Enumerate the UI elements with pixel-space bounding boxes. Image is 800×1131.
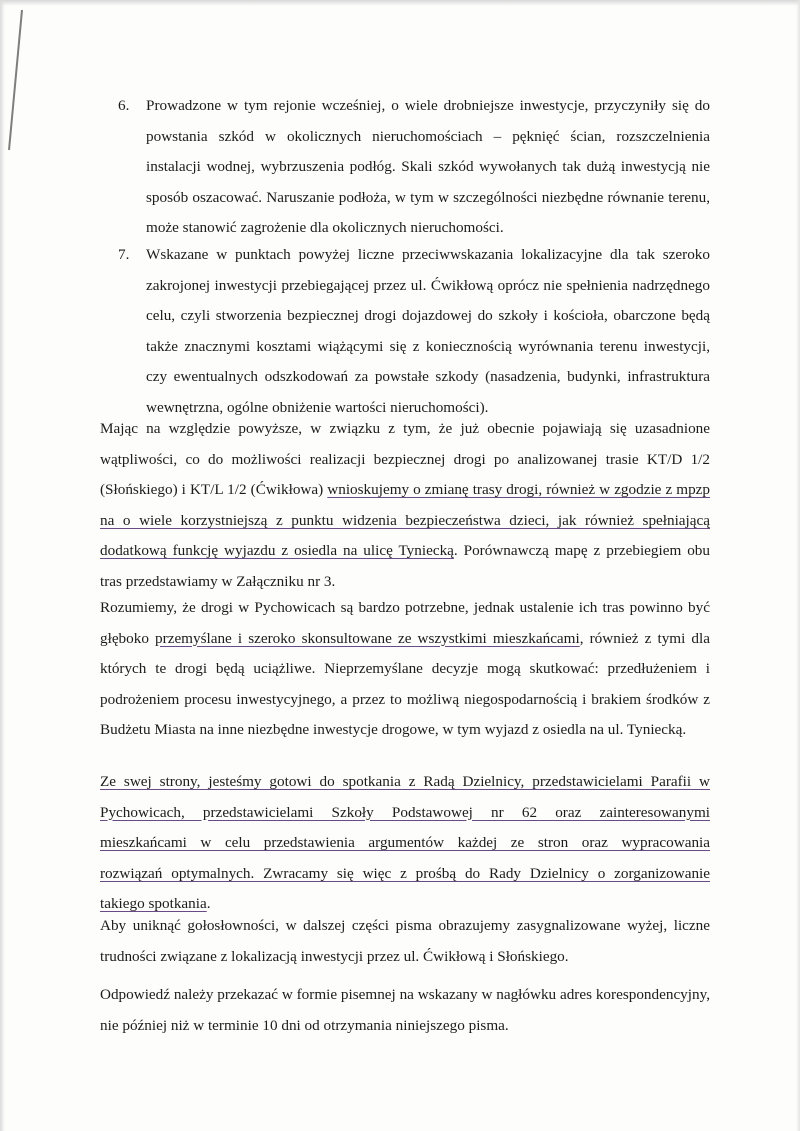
list-item-text: Wskazane w punktach powyżej liczne przeciwwskazania lokalizacyjne dla tak szeroko zakrojonej inwestycji przebiegającej przez ul. Ćwikłową oprócz nie spełnienia nadrzędnego celu, czyli stworzenia bezpiecznej drogi dojazdowej do szkoły i kościoła, obarczone będą także znacznymi kosztami wiążącymi się z koniecznością wyrównania terenu inwestycji, czy ewentualnych odszkodowań za powstałe szkody (nasadzenia, budynki, infrastruktura wewnętrzna, ogólne obniżenie wartości nieruchomości). [146, 246, 710, 416]
paragraph-text: Rozumiemy, że drogi w Pychowicach są bardzo potrzebne, jednak ustalenie ich tras powinno być głęboko [100, 599, 710, 647]
paragraph-route-change-request [100, 414, 710, 598]
paragraph-text: , również z tymi dla których te drogi będą uciążliwe. Nieprzemyślane decyzje mogą skutkować: przedłużeniem i podrożeniem procesu inwestycyjnego, a przez to możliwą niegospodarnością i brakiem środków z Budżetu Miasta na inne niezbędne inwestycje drogowe, w tym wyjazd z osiedla na ul. Tyniecką. [100, 629, 710, 739]
scan-edge-right [796, 0, 800, 1131]
list-item-number: 7. [118, 246, 130, 263]
paragraph-consultation [100, 593, 710, 746]
list-item-number: 6. [118, 97, 130, 114]
paragraph-difficulties: Aby uniknąć gołosłowności, w dalszej części pisma obrazujemy zasygnalizowane wyżej, liczne trudności związane z lokalizacją inwestycji przez ul. Ćwikłową i Słońskiego. [100, 917, 710, 965]
paragraph-text: . [206, 895, 211, 913]
underlined-line: takiego spotkania [100, 895, 207, 913]
paragraph-meeting-proposal [100, 767, 710, 920]
paragraph-response-request: Odpowiedź należy przekazać w formie pisemnej na wskazany w nagłówku adres korespondencyjny, nie później niż w terminie 10 dni od otrzymania niniejszego pisma. [100, 986, 710, 1034]
underlined-line: Pychowicach, przedstawicielami Szkoły Podstawowej nr 62 oraz zainteresowanymi [100, 803, 710, 821]
list-item-text: Prowadzone w tym rejonie wcześniej, o wiele drobniejsze inwestycje, przyczyniły się do powstania szkód w okolicznych nieruchomościach – pęknięć ścian, rozszczelnienia instalacji wodnej, wybrzuszenia podłóg. Skali szkód wywołanych tak dużą inwestycją nie sposób oszacować. Naruszanie podłoża, w tym w szczególności niezbędne równanie terenu, może stanowić zagrożenie dla okolicznych nieruchomości. [146, 97, 710, 237]
underlined-consultation-text: przemyślane i szeroko skonsultowane ze wszystkimi mieszkańcami [155, 629, 580, 647]
list-item-7 [118, 240, 710, 424]
underlined-request-text: wnioskujemy o zmianę trasy drogi, również w zgodzie z mpzp na o wiele korzystniejszą z punktu widzenia bezpieczeństwa dzieci, jak również spełniającą dodatkową funkcję wyjazdu z osiedla na ulicę Tyniecką [100, 481, 711, 560]
list-item-6 [118, 91, 710, 244]
paragraph-text: . Porównawczą mapę z przebiegiem obu tras przedstawiamy w Załączniku nr 3. [100, 542, 710, 590]
margin-pen-mark [0, 0, 30, 170]
scan-edge-top [0, 0, 800, 6]
underlined-line: mieszkańcami w celu przedstawienia argumentów każdej ze stron oraz wypracowania [100, 834, 710, 852]
underlined-line: Ze swej strony, jesteśmy gotowi do spotkania z Radą Dzielnicy, przedstawicielami Parafii w [100, 773, 710, 790]
underlined-line: rozwiązań optymalnych. Zwracamy się więc z prośbą do Rady Dzielnicy o zorganizowanie [100, 864, 710, 882]
paragraph-text: Mając na względzie powyższe, w związku z tym, że już obecnie pojawiają się uzasadnione wątpliwości, co do możliwości realizacji bezpiecznej drogi po analizowanej trasie KT/D 1/2 (Słońskiego) i KT/L 1/2 (Ćwikłowa) [100, 420, 710, 499]
